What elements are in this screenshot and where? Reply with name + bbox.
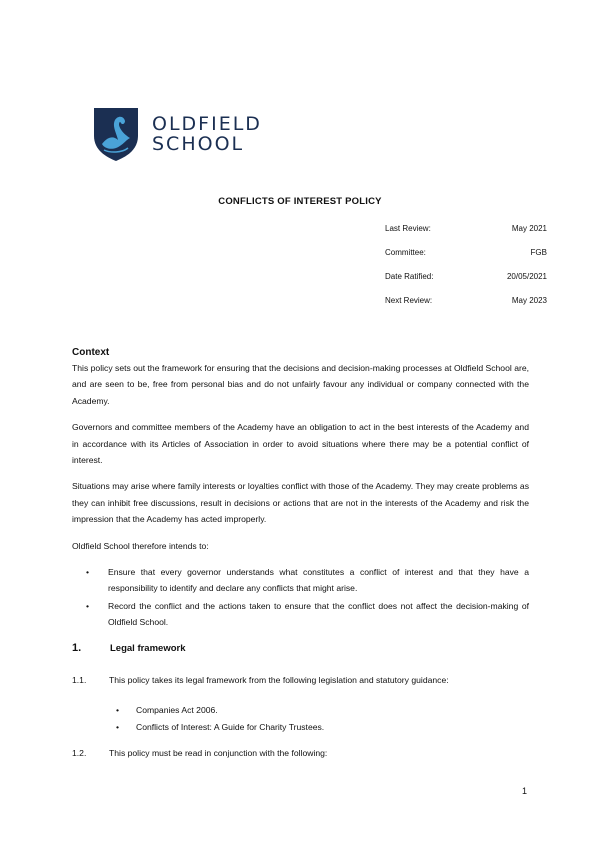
clause-1-2 <box>72 748 327 758</box>
context-section <box>72 346 529 632</box>
swan-shield-icon <box>92 106 140 162</box>
context-heading: Context <box>72 347 110 358</box>
list-item: • Record the conflict and the actions taken to ensure that the conflict does not affect the decision-making of Oldfield School. <box>72 598 529 631</box>
document-title: CONFLICTS OF INTEREST POLICY <box>218 196 382 207</box>
meta-row-last-review <box>385 224 547 248</box>
list-item: • Conflicts of Interest: A Guide for Charity Trustees. <box>109 719 324 736</box>
context-paragraph: Oldfield School therefore intends to: <box>72 540 209 551</box>
section-heading <box>72 642 186 654</box>
meta-value: FGB <box>530 248 547 257</box>
meta-label: Next Review: <box>385 296 433 305</box>
logo-line-2: SCHOOL <box>152 133 245 155</box>
legislation-list <box>109 702 324 736</box>
clause-text: This policy must be read in conjunction with the following: <box>109 748 328 758</box>
meta-row-next-review <box>385 296 547 320</box>
intent-list <box>72 564 529 631</box>
meta-value: 20/05/2021 <box>506 272 547 281</box>
context-paragraph: Situations may arise where family interests or loyalties conflict with those of the Academy. They may create problems as they can inhibit free discussions, result in decisions or actions that are not in the interests of the Academy and risk the impression that the Academy has acted improperly. <box>72 481 529 525</box>
meta-label: Date Ratified: <box>385 272 434 281</box>
context-paragraph: Governors and committee members of the Academy have an obligation to act in the best interests of the Academy and in accordance with its Articles of Association in order to avoid situations where there may be a potential conflict of interest. <box>72 422 529 466</box>
clause-number: 1.2. <box>72 748 87 758</box>
list-item: • Ensure that every governor understands what constitutes a conflict of interest and that they have a responsibility to identify and declare any conflicts that might arise. <box>72 564 529 597</box>
meta-label: Last Review: <box>385 224 431 233</box>
section-title: Legal framework <box>110 643 186 654</box>
clause-1-1 <box>72 675 449 685</box>
logo-line-1: OLDFIELD <box>152 113 262 135</box>
meta-row-date-ratified <box>385 272 547 296</box>
clause-number: 1.1. <box>72 675 87 685</box>
context-paragraph: This policy sets out the framework for ensuring that the decisions and decision-making processes at Oldfield School are, and are seen to be, free from personal bias and do not unfairly favour any individual or company connected with the Academy. <box>72 363 529 406</box>
meta-row-committee <box>385 248 547 272</box>
section-number: 1. <box>72 642 82 654</box>
school-logo <box>92 106 262 162</box>
clause-text: This policy takes its legal framework from the following legislation and statutory guidance: <box>109 675 449 685</box>
meta-value: May 2021 <box>511 224 547 233</box>
page-number: 1 <box>522 786 528 796</box>
meta-value: May 2023 <box>511 296 547 305</box>
review-metadata <box>385 224 547 320</box>
meta-label: Committee: <box>385 248 426 257</box>
list-item: • Companies Act 2006. <box>109 702 324 719</box>
logo-wordmark <box>152 114 262 154</box>
